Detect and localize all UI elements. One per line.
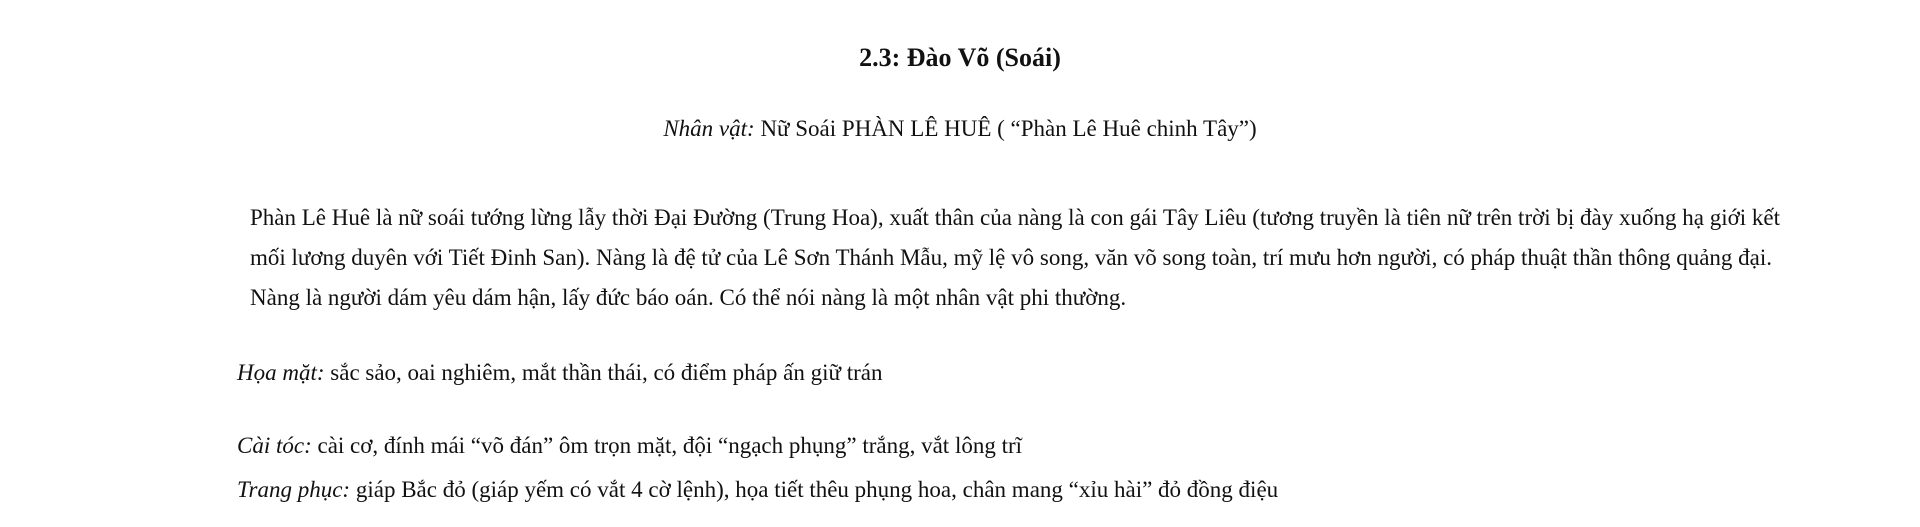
character-line — [0, 114, 1920, 144]
costume-detail — [237, 475, 1278, 505]
costume-label: Trang phục: — [237, 477, 351, 502]
hair-label: Cài tóc: — [237, 433, 312, 458]
intro-paragraph: Phàn Lê Huê là nữ soái tướng lừng lẫy thời Đại Đường (Trung Hoa), xuất thân của nàng là con gái Tây Liêu (tương truyền là tiên nữ trên trời bị đày xuống hạ giới kết mối lương duyên với Tiết Đinh San). Nàng là đệ tử của Lê Sơn Thánh Mẫu, mỹ lệ vô song, văn võ song toàn, trí mưu hơn người, có pháp thuật thần thông quảng đại. Nàng là người dám yêu dám hận, lấy đức báo oán. Có thể nói nàng là một nhân vật phi thường. — [250, 205, 1781, 310]
hair-value: cài cơ, đính mái “võ đán” ôm trọn mặt, đội “ngạch phụng” trắng, vắt lông trĩ — [311, 433, 1023, 458]
costume-value: giáp Bắc đỏ (giáp yếm có vắt 4 cờ lệnh), họa tiết thêu phụng hoa, chân mang “xỉu hài” đỏ đồng điệu — [350, 477, 1279, 502]
face-value: sắc sảo, oai nghiêm, mắt thần thái, có điểm pháp ấn giữ trán — [324, 360, 883, 385]
character-value: Nữ Soái PHÀN LÊ HUÊ ( “Phàn Lê Huê chinh Tây”) — [754, 116, 1257, 141]
hair-detail — [237, 431, 1022, 461]
section-heading: 2.3: Đào Võ (Soái) — [859, 43, 1061, 72]
face-detail — [237, 358, 882, 388]
face-label: Họa mặt: — [237, 360, 325, 385]
character-label: Nhân vật: — [663, 116, 755, 141]
